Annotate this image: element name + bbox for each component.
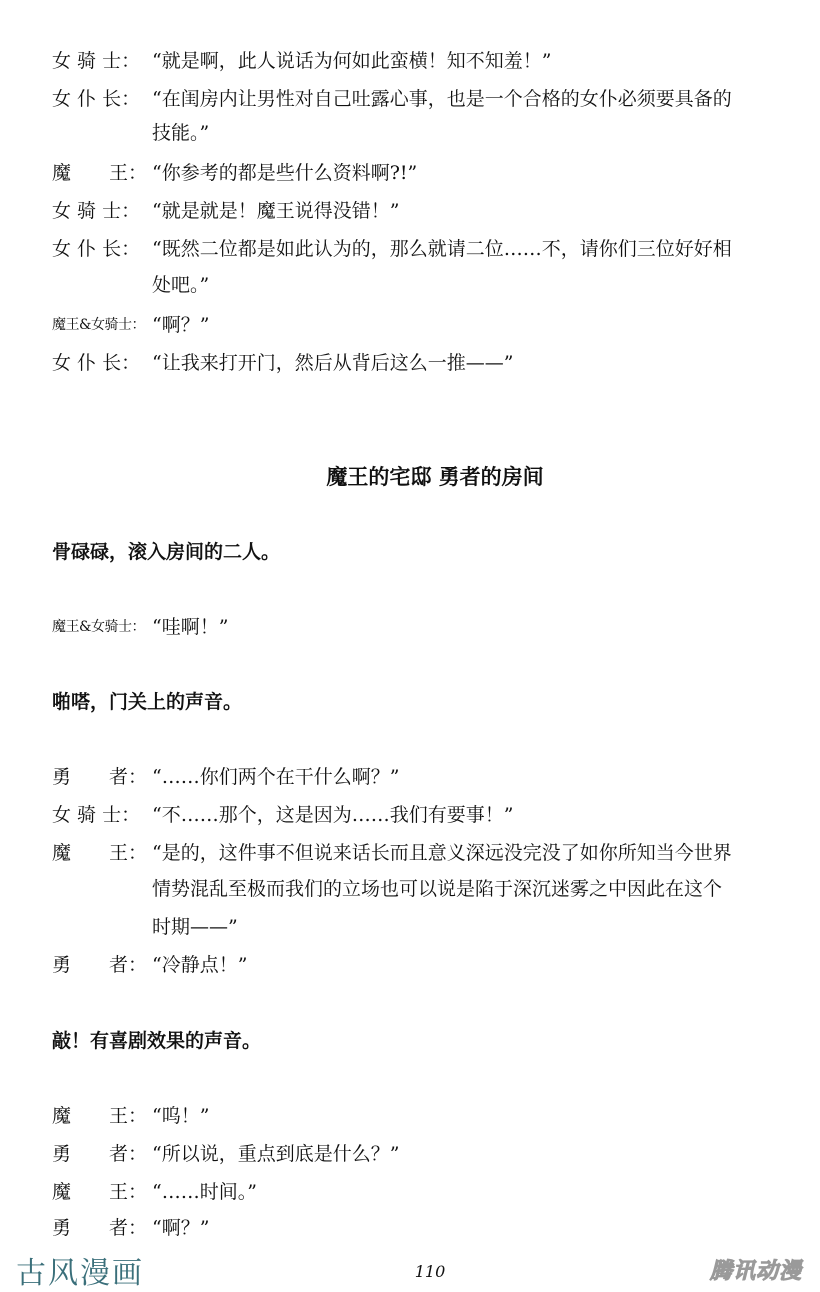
speaker-label: 魔王&女骑士： (52, 619, 145, 635)
dialogue-line (52, 348, 790, 378)
dialogue-text: “所以说，重点到底是什么？” (152, 1143, 400, 1165)
dialogue-line (52, 84, 790, 114)
watermark-right: 腾讯动漫 (709, 1259, 802, 1284)
dialogue-text: “在闺房内让男性对自己吐露心事，也是一个合格的女仆必须要具备的 (152, 88, 732, 110)
dialogue-text: “不……那个，这是因为……我们有要事！” (152, 804, 514, 826)
dialogue-line (52, 762, 790, 792)
dialogue-line (52, 1177, 790, 1207)
dialogue-line (52, 196, 790, 226)
narration: 骨碌碌，滚入房间的二人。 (52, 541, 281, 563)
dialogue-text: “啊？” (152, 314, 210, 336)
dialogue-line (52, 950, 790, 980)
speaker-label: 勇 者： (52, 1217, 148, 1239)
dialogue-text: “冷静点！” (152, 954, 248, 976)
dialogue-line (52, 612, 790, 642)
dialogue-text: “就是啊，此人说话为何如此蛮横！知不知羞！” (152, 50, 552, 72)
watermark-left: 古风漫画 (16, 1256, 144, 1291)
dialogue-text: “既然二位都是如此认为的，那么就请二位……不，请你们三位好好相 (152, 238, 732, 260)
speaker-label: 女 仆 长： (52, 352, 141, 374)
dialogue-line (52, 158, 790, 188)
dialogue-continuation: 技能。” (152, 122, 210, 144)
speaker-label: 魔王&女骑士： (52, 317, 145, 333)
speaker-label: 魔 王： (52, 162, 148, 184)
speaker-label: 女 骑 士： (52, 50, 141, 72)
speaker-label: 勇 者： (52, 1143, 148, 1165)
dialogue-line (52, 234, 790, 264)
dialogue-line (52, 1101, 790, 1131)
dialogue-continuation: 情势混乱至极而我们的立场也可以说是陷于深沉迷雾之中因此在这个 (152, 878, 723, 900)
dialogue-text: “呜！” (152, 1105, 210, 1127)
dialogue-line (52, 310, 790, 340)
dialogue-line (52, 1139, 790, 1169)
speaker-label: 魔 王： (52, 1105, 148, 1127)
dialogue-line (52, 800, 790, 830)
dialogue-text: “你参考的都是些什么资料啊?!” (152, 162, 418, 184)
scene-heading: 魔王的宅邸 勇者的房间 (326, 465, 544, 489)
dialogue-text: “啊？” (152, 1217, 210, 1239)
dialogue-line (52, 1213, 790, 1243)
page-number: 110 (414, 1262, 446, 1281)
speaker-label: 女 骑 士： (52, 804, 141, 826)
dialogue-continuation: 处吧。” (152, 274, 210, 296)
dialogue-text: “是的，这件事不但说来话长而且意义深远没完没了如你所知当今世界 (152, 842, 732, 864)
dialogue-text: “……时间。” (152, 1181, 257, 1203)
dialogue-continuation: 时期——” (152, 916, 238, 938)
speaker-label: 女 仆 长： (52, 238, 141, 260)
dialogue-line (52, 838, 790, 868)
dialogue-text: “……你们两个在干什么啊？” (152, 766, 400, 788)
narration: 啪嗒，门关上的声音。 (52, 691, 243, 713)
speaker-label: 勇 者： (52, 954, 148, 976)
speaker-label: 勇 者： (52, 766, 148, 788)
speaker-label: 魔 王： (52, 1181, 148, 1203)
narration: 敲！有喜剧效果的声音。 (52, 1030, 262, 1052)
speaker-label: 魔 王： (52, 842, 148, 864)
dialogue-line (52, 46, 790, 76)
speaker-label: 女 仆 长： (52, 88, 141, 110)
dialogue-text: “就是就是！魔王说得没错！” (152, 200, 400, 222)
speaker-label: 女 骑 士： (52, 200, 141, 222)
dialogue-text: “让我来打开门，然后从背后这么一推——” (152, 352, 514, 374)
dialogue-text: “哇啊！” (152, 616, 229, 638)
